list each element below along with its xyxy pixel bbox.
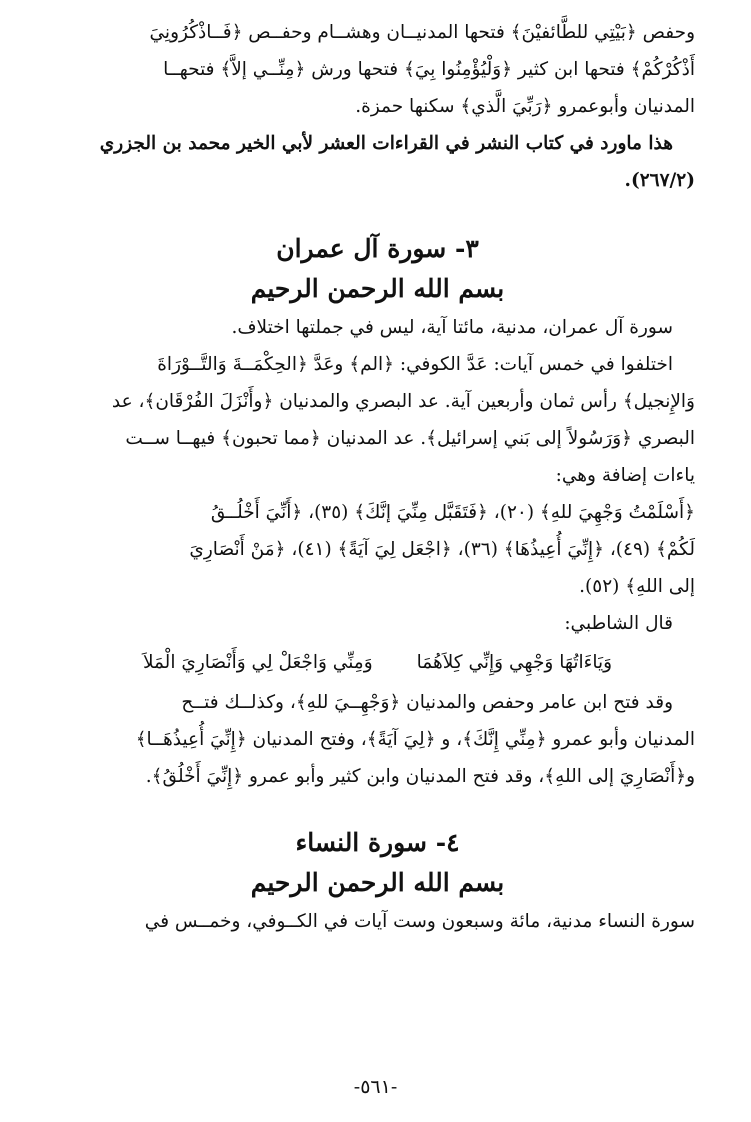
- verse-hemistich-right: وَيَاءَاتُهَا وَجْهِي وَإِنِّي كِلاَهُمَا: [416, 652, 613, 673]
- source-note-line-1: هذا ماورد في كتاب النشر في القراءات العشر لأبي الخير محمد بن الجزري: [99, 133, 673, 154]
- ayat-line-3: إلى اللهِ﴾ (٥٢).: [579, 576, 695, 597]
- intro-line-1: وحفص ﴿بَيْتِي للطَّائفيْنَ﴾ فتحها المدنيــان وهشــام وحفــص ﴿فَــاذْكُرُونِيَ: [149, 22, 695, 43]
- poem-verse: [60, 644, 695, 682]
- ayat-line-2: لَكُمْ﴾ (٤٩)، ﴿إِنِّيَ أُعِيذُهَا﴾ (٣٦)، ﴿اجْعَل لِيَ آيَةً﴾ (٤١)، ﴿مَنْ أَنْصَارِيَ: [189, 539, 695, 560]
- source-note-line-2: (٢٦٧/٢).: [624, 170, 695, 191]
- section-3-title: ٣- سورة آل عمران: [276, 234, 479, 263]
- section-4-basmala: بسم الله الرحمن الرحيم: [250, 868, 505, 897]
- section-3-para-2-line-1: اختلفوا في خمس آيات: عَدَّ الكوفي: ﴿الم﴾ وعَدَّ ﴿الحِكْمَــةَ وَالتَّــوْرَاةَ: [157, 354, 673, 375]
- intro-line-3: المدنيان وأبوعمرو ﴿رَبِّيَ الَّذي﴾ سكنها حمزة.: [355, 96, 695, 117]
- page-number: -٥٦١-: [353, 1076, 398, 1098]
- section-3-para-3-line-1: وقد فتح ابن عامر وحفص والمدنيان ﴿وَجْهِــيَ للهِ﴾، وكذلــك فتــح: [181, 692, 673, 713]
- spacer: [60, 795, 695, 823]
- page-content: [60, 14, 695, 1122]
- ayat-line-1: ﴿أَسْلَمْتُ وَجْهِيَ للهِ﴾ (٢٠)، ﴿فَتَقَبَّل مِنِّيَ إنَّكَ﴾ (٣٥)، ﴿أَنِّيَ أَخْلُــقُ: [210, 502, 695, 523]
- section-3-para-2-line-4: ياءات إضافة وهي:: [555, 465, 695, 486]
- section-4-para-1: سورة النساء مدنية، مائة وسبعون وست آيات في الكــوفي، وخمــس في: [144, 911, 695, 932]
- section-3-para-1: سورة آل عمران، مدنية، مائتا آية، ليس في جملتها اختلاف.: [231, 317, 673, 338]
- section-3-basmala: بسم الله الرحمن الرحيم: [250, 274, 505, 303]
- section-4-title: ٤- سورة النساء: [295, 828, 460, 857]
- verse-hemistich-left: وَمِنِّي وَاجْعَلْ لِي وَأَنْصَارِيَ الْمَلاَ: [142, 652, 373, 673]
- intro-line-2: أَذْكُرْكُمْ﴾ فتحها ابن كثير ﴿وَلْيُؤْمِنُوا بِيَ﴾ فتحها ورش ﴿مِنِّــي إلاَّ﴾ فتحهــا: [163, 59, 695, 80]
- section-3-para-3-line-2: المدنيان وأبو عمرو ﴿مِنِّي إِنَّكَ﴾، و ﴿لِيَ آيَةً﴾، وفتح المدنيان ﴿إِنِّيَ أُعِيذُهَــا﴾: [135, 729, 695, 750]
- section-3-para-2-line-3: البصري ﴿وَرَسُولاً إلى بَني إسرائيل﴾. عد المدنيان ﴿مما تحبون﴾ فيهــا ســت: [125, 428, 695, 449]
- shatibi-label: قال الشاطبي:: [564, 613, 673, 634]
- section-3-para-3-line-3: و﴿أَنْصَارِيَ إلى اللهِ﴾، وقد فتح المدنيان وابن كثير وأبو عمرو ﴿إِنِّيَ أَخْلُقُ﴾.: [145, 766, 695, 787]
- spacer: [60, 199, 695, 229]
- section-3-para-2-line-2: وَالإِنجيل﴾ رأس ثمان وأربعين آية. عد البصري والمدنيان ﴿وأَنْزَلَ الفُرْقَان﴾، عد: [111, 391, 695, 412]
